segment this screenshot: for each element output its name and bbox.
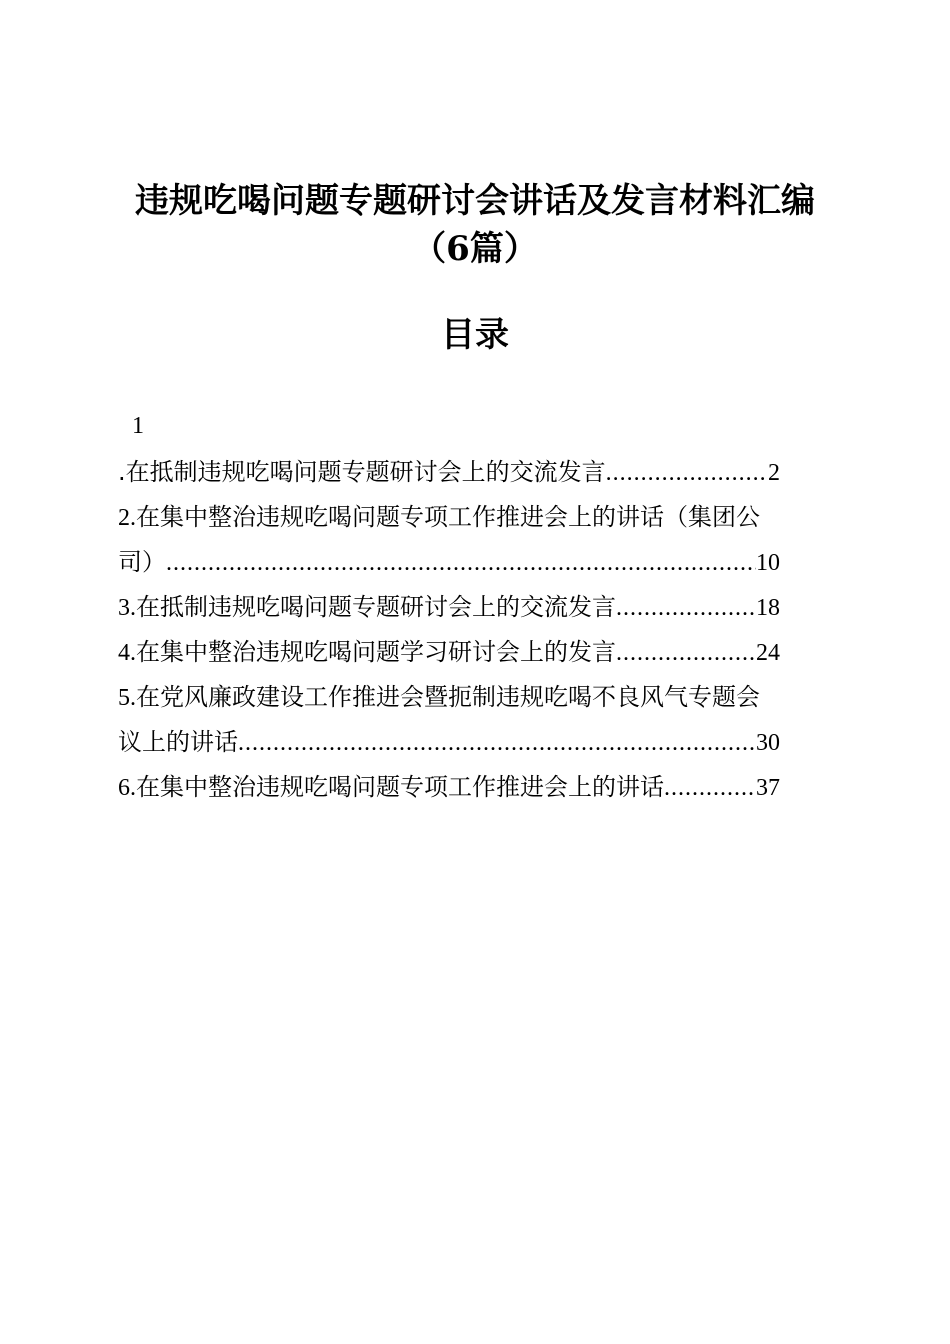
toc-item-2-continued[interactable] xyxy=(118,546,780,578)
toc-item-1-number: 1 xyxy=(132,413,144,439)
toc-item-2[interactable] xyxy=(118,501,760,533)
toc-item-3[interactable] xyxy=(118,591,780,623)
toc-item-6-text: 在集中整治违规吃喝问题专项工作推进会上的讲话 xyxy=(136,773,664,801)
toc-item-5-text-continued: 议上的讲话 xyxy=(118,728,238,756)
toc-heading: 目录 xyxy=(441,315,509,355)
document-title: 违规吃喝问题专题研讨会讲话及发言材料汇编 xyxy=(135,181,815,221)
toc-item-4[interactable] xyxy=(118,636,780,668)
toc-item-6-page: 37 xyxy=(756,775,780,801)
document-title-subtitle: （6篇） xyxy=(412,229,538,269)
toc-item-2-page: 10 xyxy=(756,550,780,576)
toc-item-1-text: .在抵制违规吃喝问题专题研讨会上的交流发言 xyxy=(118,458,606,486)
toc-item-2-text-continued: 司） xyxy=(118,548,166,576)
toc-item-5[interactable] xyxy=(118,681,760,713)
toc-item-5-text: 在党风廉政建设工作推进会暨扼制违规吃喝不良风气专题会 xyxy=(136,683,760,711)
toc-leader-dots xyxy=(606,457,768,488)
toc-item-3-text: 在抵制违规吃喝问题专题研讨会上的交流发言 xyxy=(136,593,616,621)
toc-leader-dots xyxy=(238,727,756,758)
toc-leader-dots xyxy=(664,772,756,803)
toc-item-2-text: 在集中整治违规吃喝问题专项工作推进会上的讲话（集团公 xyxy=(136,503,760,531)
toc-item-1-page: 2 xyxy=(768,460,780,486)
toc-leader-dots xyxy=(166,547,756,578)
toc-item-5-continued[interactable] xyxy=(118,726,780,758)
toc-item-5-number: 5. xyxy=(118,685,136,711)
toc-item-1[interactable] xyxy=(118,456,780,488)
toc-leader-dots xyxy=(616,592,756,623)
toc-item-3-page: 18 xyxy=(756,595,780,621)
toc-item-4-page: 24 xyxy=(756,640,780,666)
toc-item-3-number: 3. xyxy=(118,595,136,621)
toc-item-6[interactable] xyxy=(118,771,780,803)
toc-item-6-number: 6. xyxy=(118,775,136,801)
toc-item-2-number: 2. xyxy=(118,505,136,531)
toc-item-4-number: 4. xyxy=(118,640,136,666)
toc-leader-dots xyxy=(616,637,756,668)
toc-item-4-text: 在集中整治违规吃喝问题学习研讨会上的发言 xyxy=(136,638,616,666)
toc-item-5-page: 30 xyxy=(756,730,780,756)
